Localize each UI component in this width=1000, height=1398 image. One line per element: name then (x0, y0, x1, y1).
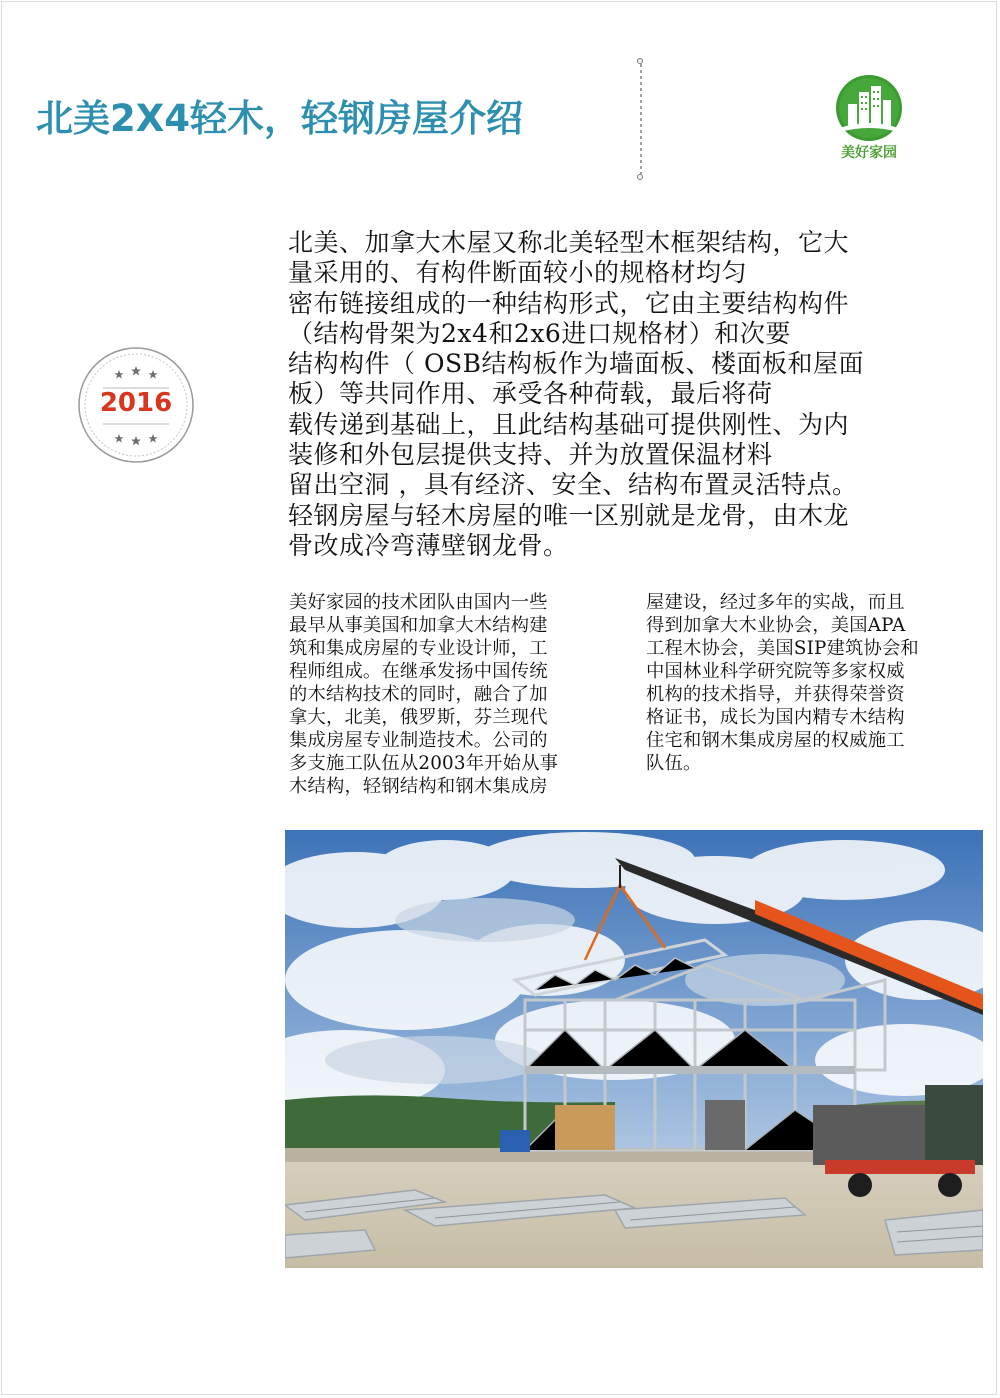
body-line: 筑和集成房屋的专业设计师，工 (289, 638, 548, 659)
body-line: 木结构，轻钢结构和钢木集成房 (289, 776, 548, 797)
construction-photo (285, 830, 983, 1268)
divider-bottom-dot (637, 174, 643, 180)
page-title: 北美2X4轻木，轻钢房屋介绍 (36, 97, 524, 140)
year-text: 2016 (99, 388, 173, 418)
intro-line: （结构骨架为2x4和2x6进口规格材）和次要 (288, 318, 791, 348)
body-line: 程师组成。在继承发扬中国传统 (289, 661, 548, 682)
intro-line: 载传递到基础上，且此结构基础可提供刚性、为内 (288, 409, 850, 439)
body-line: 队伍。 (646, 753, 702, 774)
body-line: 住宅和钢木集成房屋的权威施工 (646, 730, 905, 751)
body-column-left (289, 591, 619, 798)
body-column-right (646, 591, 976, 775)
intro-line: 量采用的、有构件断面较小的规格材均匀 (288, 258, 748, 288)
intro-line: 轻钢房屋与轻木房屋的唯一区别就是龙骨，由木龙 (288, 500, 850, 530)
building-logo-icon (826, 74, 912, 142)
intro-line: 骨改成冷弯薄壁钢龙骨。 (288, 530, 569, 560)
intro-line: 结构构件（ OSB结构板作为墙面板、楼面板和屋面 (288, 349, 864, 379)
body-line: 美好家园的技术团队由国内一些 (289, 592, 548, 613)
body-line: 得到加拿大木业协会，美国APA (646, 615, 906, 636)
intro-line: 板）等共同作用、承受各种荷载，最后将荷 (288, 379, 773, 409)
body-line: 中国林业科学研究院等多家权威 (646, 661, 905, 682)
year-badge (77, 346, 195, 464)
company-logo (826, 74, 912, 164)
intro-line: 装修和外包层提供支持、并为放置保温材料 (288, 440, 773, 470)
intro-line: 密布链接组成的一种结构形式，它由主要结构构件 (288, 288, 850, 318)
intro-line: 北美、加拿大木屋又称北美轻型木框架结构，它大 (288, 228, 850, 257)
intro-line: 留出空洞 ，具有经济、安全、结构布置灵活特点。 (288, 470, 858, 500)
body-line: 最早从事美国和加拿大木结构建 (289, 615, 548, 636)
logo-text: 美好家园 (841, 145, 897, 161)
divider-dashes (640, 64, 642, 174)
body-line: 拿大，北美，俄罗斯，芬兰现代 (289, 707, 548, 728)
body-line: 的木结构技术的同时，融合了加 (289, 684, 548, 705)
steel-frame-house-crane-photo (285, 830, 983, 1268)
body-line: 格证书，成长为国内精专木结构 (646, 707, 905, 728)
header-divider (640, 58, 642, 180)
body-line: 机构的技术指导，并获得荣誉资 (646, 684, 905, 705)
body-line: 多支施工队伍从2003年开始从事 (289, 753, 559, 774)
body-line: 集成房屋专业制造技术。公司的 (289, 730, 548, 751)
intro-paragraph (288, 228, 978, 561)
body-line: 屋建设，经过多年的实战，而且 (646, 592, 905, 613)
body-line: 工程木协会，美国SIP建筑协会和 (646, 638, 919, 659)
